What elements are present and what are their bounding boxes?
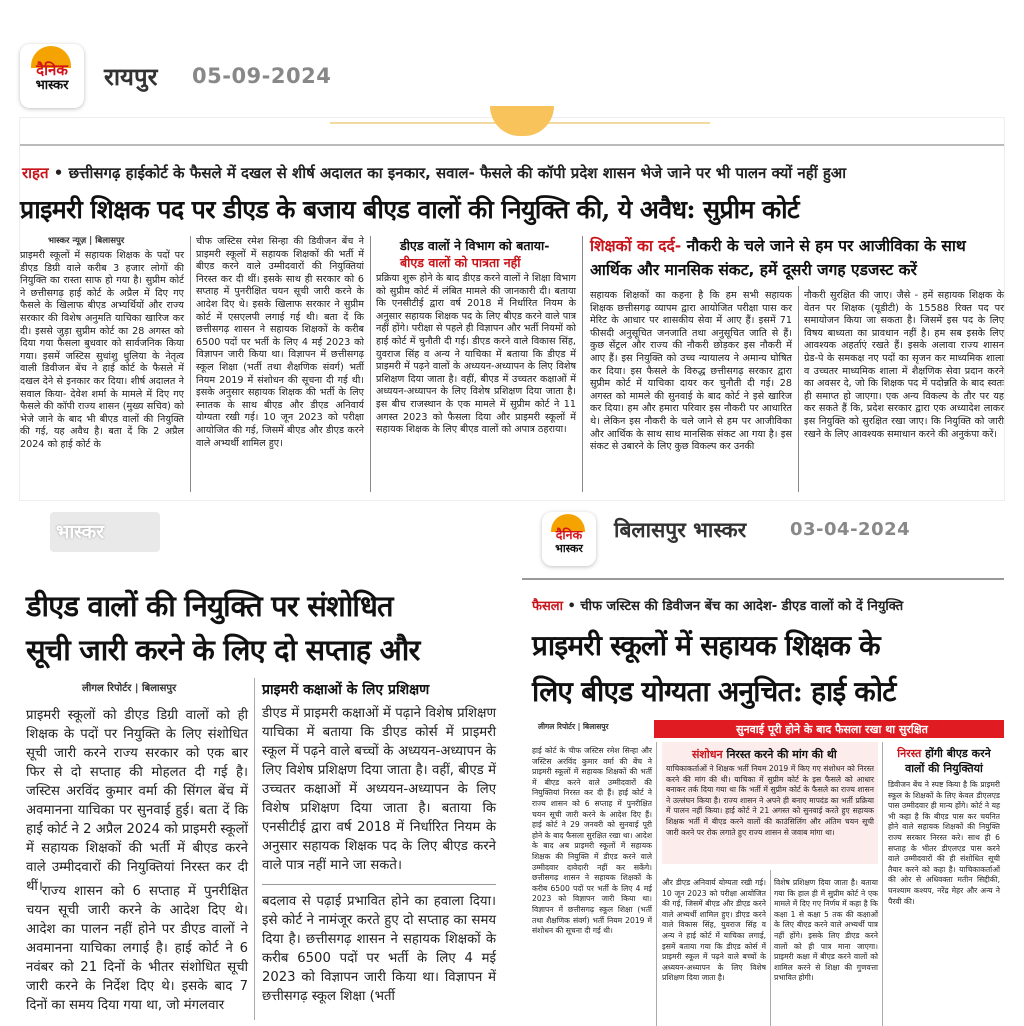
kicker-text: • छत्तीसगढ़ हाईकोर्ट के फैसले में दखल से शीर्ष अदालत का इनकार, सवाल- फैसले की कॉपी प्रदेश शासन भेजे जाने पर भी पालन क्यों नहीं हुआ [53, 164, 847, 182]
kicker [22, 163, 1002, 183]
article-col4: सहायक शिक्षकों का कहना है कि हम सभी सहायक शिक्षक छत्तीसगढ़ व्यापम द्वारा आयोजित परीक्षा पास कर मेरिट के आधार पर शासकीय सेवा में आए हैं। इसमें 71 फीसदी अनुसूचित जनजाति तथा अनुसूचित जाति से हैं। कुछ सेंट्रल और राज्य की नौकरी छोड़कर इस नौकरी में आए हैं। इस नियुक्ति को उच्च न्यायालय ने अमान्य घोषित कर दिया। इस फैसले के विरुद्ध छत्तीसगढ़ सरकार द्वारा सुप्रीम कोर्ट में याचिका दायर कर चुनौती दी गई। 28 अगस्त को मामले की सुनवाई के बाद कोर्ट ने इसे खारिज कर दिया। हम और हमारा परिवार इस नौकरी पर आधारित थे। लेकिन इस नौकरी के चले जाने से हम पर आजीविका और आर्थिक के साथ साथ मानसिक संकट आ गया है। इस संकट से उबारने के लिए कुछ विकल्प कर उनकी [590, 290, 792, 453]
side-head: प्राइमरी कक्षाओं के लिए प्रशिक्षण [262, 682, 430, 698]
col-rule [656, 742, 657, 1026]
article-col2b: बदलाव से पढ़ाई प्रभावित होने का हवाला दिया। इसे कोर्ट ने नामंजूर करते हुए दो सप्ताह का समय दिया है। छत्तीसगढ़ शासन ने सहायक शिक्षकों के करीब 6500 पदों पर भर्ती के लिए 4 मई 2023 को विज्ञापन जारी किया था। विज्ञापन में छत्तीसगढ़ स्कूल शिक्षा (भर्ती [262, 894, 496, 1004]
mid-head-text: निरस्त करने की मांग की थी [722, 748, 837, 761]
headline-line1: प्राइमरी स्कूलों में सहायक शिक्षक के [532, 629, 880, 662]
col-rule [798, 286, 799, 492]
article-col3: विशेष प्रशिक्षण दिया जाता है। बताया गया कि हाल ही में सुप्रीम कोर्ट ने एक मामले में दिए गए निर्णय में कहा है कि कक्षा 1 से कक्षा 5 तक की कक्षाओं के लिए बीएड करने वाले अभ्यर्थी पात्र नहीं होंगे। इसके लिए डीएड करने वालों को ही पात्र माना जाएगा। प्राइमरी कक्षा में बीएड करने वालों को शामिल करने से शिक्षा की गुणवत्ता प्रभावित होगी। [774, 878, 878, 983]
kicker-label: फैसला [532, 599, 563, 614]
clip-city: रायपुर [104, 63, 158, 91]
pain-text: नौकरी के चले जाने से हम पर आजीविका के साथ आर्थिक और मानसिक संकट, हमें दूसरी जगह एडजस्ट करें [590, 237, 966, 279]
logo-line2: भास्कर [35, 78, 69, 93]
kicker [532, 596, 1002, 614]
article-col3: प्रक्रिया शुरू होने के बाद डीएड करने वालों ने शिक्षा विभाग को सुप्रीम कोर्ट में लंबित मामले की जानकारी दी। बताया कि एनसीटीई द्वारा वर्ष 2018 में निर्धारित नियम के अनुसार सहायक शिक्षक पद के लिए बीएड करने वाले पात्र नहीं होंगे। परीक्षा से पहले ही विज्ञापन और भर्ती नियमों को हाई कोर्ट में चुनौती दी गई। डीएड करने वाले विकास सिंह, युवराज सिंह व अन्य ने याचिका में बताया कि डीएड में प्राइमरी में पढ़ने वालों के अध्ययन-अध्यापन के लिए विशेष प्रशिक्षण दिया जाता है। वहीं, बीएड में उच्चतर कक्षाओं में अध्ययन-अध्यापन के लिए विशेष प्रशिक्षण दिया जाता है। इस बीच राजस्थान के एक मामले में सुप्रीम कोर्ट ने 11 अगस्त 2023 को फैसला दिया और प्राइमरी स्कूलों में सहायक शिक्षक के लिए बीएड वालों को अपात्र ठहराया। [376, 273, 576, 436]
box-head1: डीएड वालों ने विभाग को बताया- [400, 238, 550, 253]
headline-line2: सूची जारी करने के लिए दो सप्ताह और [26, 633, 420, 667]
bottom-left-clipping [22, 508, 500, 1020]
headline: प्राइमरी शिक्षक पद पर डीएड के बजाय बीएड वालों की नियुक्ति की, ये अवैध: सुप्रीम कोर्ट [20, 195, 800, 224]
masthead-strip [20, 118, 1004, 150]
article-col2: चीफ जस्टिस रमेश सिन्हा की डिवीजन बेंच ने प्राइमरी स्कूलों में सहायक शिक्षकों की भर्ती में बीएड करने वाले उम्मीदवारों की नियुक्तियां निरस्त कर दी थीं। इसके साथ ही सरकार को 6 सप्ताह में पुनरीक्षित चयन सूची जारी करने के आदेश दिए थे। इसके खिलाफ सरकार ने सुप्रीम कोर्ट में एसएलपी लगाई गई थी। बता दें कि छत्तीसगढ़ शासन ने सहायक शिक्षकों के करीब 6500 पदों पर भर्ती के लिए 4 मई 2023 को विज्ञापन जारी किया था। विज्ञापन में छत्तीसगढ़ स्कूल शिक्षा (भर्ती तथा शैक्षणिक संवर्ग) भर्ती नियम 2019 में संशोधन की सूचना दी गई थी। इसके अनुसार सहायक शिक्षक की भर्ती के लिए स्नातक के साथ बीएड और डीएड अनिवार्य योग्यता रखी गई। 10 जून 2023 को परीक्षा आयोजित की गई, जिसमें बीएड और डीएड करने वाले अभ्यर्थी शामिल हुए। [196, 236, 364, 449]
mid-head [692, 747, 837, 762]
clip-city: बिलासपुर भास्कर [614, 518, 747, 542]
top-clipping [20, 118, 1004, 500]
article-col1: हाई कोर्ट के चीफ जस्टिस रमेश सिन्हा और जस्टिस अरविंद कुमार वर्मा की बेंच ने प्राइमरी स्कूलों में सहायक शिक्षकों की भर्ती में बीएड करने वाले उम्मीदवारों की नियुक्तियां निरस्त कर दी हैं। हाई कोर्ट ने राज्य शासन को 6 सप्ताह में पुनरीक्षित चयन सूची जारी करने के आदेश दिए हैं। हाई कोर्ट ने 29 जनवरी को सुनवाई पूरी होने के बाद फैसला सुरक्षित रखा था। आदेश के बाद अब प्राइमरी स्कूलों में सहायक शिक्षक की नियुक्ति में डीएड करने वाले उम्मीदवार दावेदारी नहीं कर सकेंगे। छत्तीसगढ़ शासन ने सहायक शिक्षकों के करीब 6500 पदों पर भर्ती के लिए 4 मई 2023 को विज्ञापन जारी किया था। विज्ञापन में छत्तीसगढ़ स्कूल शिक्षा (भर्ती तथा शैक्षणिक संवर्ग) भर्ती नियम 2019 में संशोधन की सूचना दी गई थी। [532, 746, 652, 936]
masthead-text: भास्कर [56, 521, 105, 543]
col-rule [582, 236, 583, 492]
side-head-label: निरस्त [897, 747, 922, 760]
byline: लीगल रिपोर्टर | बिलासपुर [82, 683, 177, 694]
byline: लीगल रिपोर्टर | बिलासपुर [538, 722, 609, 731]
logo-line2: भास्कर [555, 542, 583, 555]
headline-line1: डीएड वालों की नियुक्ति पर संशोधित [26, 589, 393, 623]
clip-date: 05-09-2024 [192, 64, 332, 88]
logo-line1: दैनिक [555, 527, 583, 542]
article-col1: प्राइमरी स्कूलों में सहायक शिक्षक के पदों पर डीएड डिग्री वाले करीब 3 हजार लोगों की नियुक्ति का रास्ता साफ हो गया है। सुप्रीम कोर्ट ने छत्तीसगढ़ हाई कोर्ट के अप्रैल में दिए गए फैसले के खिलाफ बीएड अभ्यर्थियों और राज्य सरकार की विशेष अनुमति याचिका खारिज कर दी। इससे जुड़ा सुप्रीम कोर्ट का 28 अगस्त को दिया गया फैसला बुधवार को सार्वजनिक किया गया। इसमें जस्टिस सुधांशु धुलिया के नेतृत्व वाली डिवीजन बेंच ने हाई कोर्ट के फैसले में दखल देने से इनकार कर दिया। शीर्ष अदालत ने सवाल किया- देवेश शर्मा के मामले में दिए गए फैसले की कॉपी राज्य शासन (मुख्य सचिव) को भेजे जाने के बाद भी बीएड वालों की नियुक्ति की गई, यह अवैध है। बता दें कि 2 अप्रैल 2024 को हाई कोर्ट के [20, 250, 184, 450]
headline-line2: लिए बीएड योग्यता अनुचित: हाई कोर्ट [532, 675, 896, 708]
pain-headline [590, 234, 1004, 282]
box-head2: बीएड वालों को पात्रता नहीं [400, 255, 521, 270]
col-divider [262, 884, 496, 885]
bottom-right-clipping [522, 578, 1004, 1026]
pain-label: शिक्षकों का दर्द- [590, 237, 682, 255]
col-rule [370, 236, 371, 492]
kicker-text: • चीफ जस्टिस की डिवीजन बेंच का आदेश- डीएड वालों को दें नियुक्ति [563, 599, 904, 614]
side-col: डिवीजन बेंच ने स्पष्ट किया है कि प्राइमरी स्कूल के शिक्षकों के लिए केवल डीएलएड पास उम्मीदवार ही मान्य होंगे। कोर्ट ने यह भी कहा है कि बीएड पास कर चयनित होने वाले सहायक शिक्षकों की नियुक्ति राज्य सरकार निरस्त करे। साथ ही 6 सप्ताह के भीतर डीएलएड पास करने वाले उम्मीदवारों की ही संशोधित सूची तैयार करने को कहा है। याचिकाकर्ताओं की ओर से अधिवक्ता मतीन सिद्दीकी, घनश्याम कश्यप, नरेंद्र मेहर और अन्य ने पैरवी की। [888, 780, 1000, 906]
byline: भास्कर न्यूज़ | बिलासपुर [48, 236, 125, 246]
dainik-bhaskar-logo [542, 512, 596, 566]
col-rule [882, 742, 883, 1026]
col-rule [190, 236, 191, 492]
article-col1b: राज्य शासन को 6 सप्ताह में पुनरीक्षित चयन सूची जारी करने के आदेश दिए थे। आदेश का पालन नहीं होने पर डीएड वालों ने अवमानना याचिका लगाई है। हाई कोर्ट ने 6 नवंबर को 21 दिनों के भीतर संशोधित सूची जारी करने के निर्देश दिए थे। इसके बाद 7 दिनों का समय दिया गया था, जो मंगलवार [26, 884, 248, 1013]
article-col5: नौकरी सुरक्षित की जाए। जैसे - हमें सहायक शिक्षक के वेतन पर शिक्षक (यूडीटी) के 15588 रिक्त पद पर समायोजन किया जा सकता है। जिसमें इस पद के लिए विषय बाध्यता का प्रावधान नहीं है। हम सब इसके लिए आवश्यक अहर्ताएं रखते हैं। इसके अलावा राज्य शासन ग्रेड-पे के समकक्ष नए पदों का सृजन कर माध्यमिक शाला व उच्चतर माध्यमिक शाला में शैक्षणिक सेवा प्रदान करने का अवसर दे, जो कि शिक्षक पद में पदोन्नति के बाद स्वतः ही समाप्त हो जाएगा। एक अन्य विकल्प के तौर पर यह कर सकते हैं कि, प्रदेश सरकार द्वारा एक अध्यादेश लाकर इस नियुक्ति को सुरक्षित रखा जाए। कि नियुक्ति को जारी रखने के लिए आवश्यक समाधान करने की अनुकंपा करें। [804, 290, 1004, 440]
clip-date: 03-04-2024 [790, 519, 911, 540]
col-rule [254, 678, 255, 1020]
side-head-text: होंगी बीएड करने वालों की नियुक्तियां [905, 747, 991, 775]
logo-line1: दैनिक [36, 61, 68, 79]
mid-box-text: याचिकाकर्ताओं ने शिक्षक भर्ती नियम 2019 में किए गए संशोधन को निरस्त करने की मांग की थी। याचिका में सुप्रीम कोर्ट के इस फैसले को आधार बनाकर तर्क दिया गया था कि भर्ती में सुप्रीम कोर्ट के फैसले का राज्य शासन ने उल्लंघन किया है। राज्य शासन ने अपने ही बनाए मापदंड का भर्ती प्रक्रिया में पालन नहीं किया। हाई कोर्ट ने 21 अगस्त को सुनवाई करते हुए सहायक शिक्षक भर्ती में बीएड करने वालों की काउंसिलिंग और अंतिम चयन सूची जारी करने पर रोक लगाते हुए राज्य शासन से जवाब मांगा था। [666, 764, 874, 837]
article-col2: और डीएड अनिवार्य योग्यता रखी गई। 10 जून 2023 को परीक्षा आयोजित की गई, जिसमें बीएड और डीएड करने वाले अभ्यर्थी शामिल हुए। डीएड करने वाले विकास सिंह, युवराज सिंह व अन्य ने हाई कोर्ट में याचिका लगाई, इसमें बताया गया कि डीएड कोर्स में प्राइमरी स्कूल में पढ़ने वाले बच्चों के अध्ययन-अध्यापन के लिए विशेष प्रशिक्षण दिया जाता है। [662, 878, 766, 983]
article-col2: डीएड में प्राइमरी कक्षाओं में पढ़ाने विशेष प्रशिक्षण याचिका में बताया कि डीएड कोर्स में प्राइमरी स्कूल में पढ़ने वाले बच्चों के अध्ययन-अध्यापन के लिए विशेष प्रशिक्षण दिया जाता है। वहीं, बीएड में उच्चतर कक्षाओं में अध्ययन-अध्यापन के लिए विशेष प्रशिक्षण दिया जाता है। बताया कि एनसीटीई द्वारा वर्ष 2018 में निर्धारित नियम के अनुसार सहायक शिक्षक पद के लिए बीएड करने वाले पात्र नहीं माने जा सकते। [262, 706, 496, 873]
kicker-label: राहत [22, 164, 49, 182]
article-col1: प्राइमरी स्कूलों को डीएड डिग्री वालों को ही शिक्षक के पदों पर नियुक्ति के लिए संशोधित सूची जारी करने राज्य सरकार को एक बार फिर से दो सप्ताह की मोहलत दी गई है। जस्टिस अरविंद कुमार वर्मा की सिंगल बेंच में अवमानना याचिका पर सुनवाई हुई। बता दें कि हाई कोर्ट ने 2 अप्रैल 2024 को प्राइमरी स्कूलों में सहायक शिक्षकों की भर्ती में बीएड करने वाले उम्मीदवारों की नियुक्तियां निरस्त कर दी थीं। [26, 708, 248, 894]
banner-text: सुनवाई पूरी होने के बाद फैसला रखा था सुरक्षित [736, 723, 928, 736]
col-rule [770, 870, 771, 1026]
side-head [888, 746, 1000, 776]
dainik-bhaskar-logo [20, 44, 84, 108]
mid-head-label: संशोधन [692, 748, 723, 761]
